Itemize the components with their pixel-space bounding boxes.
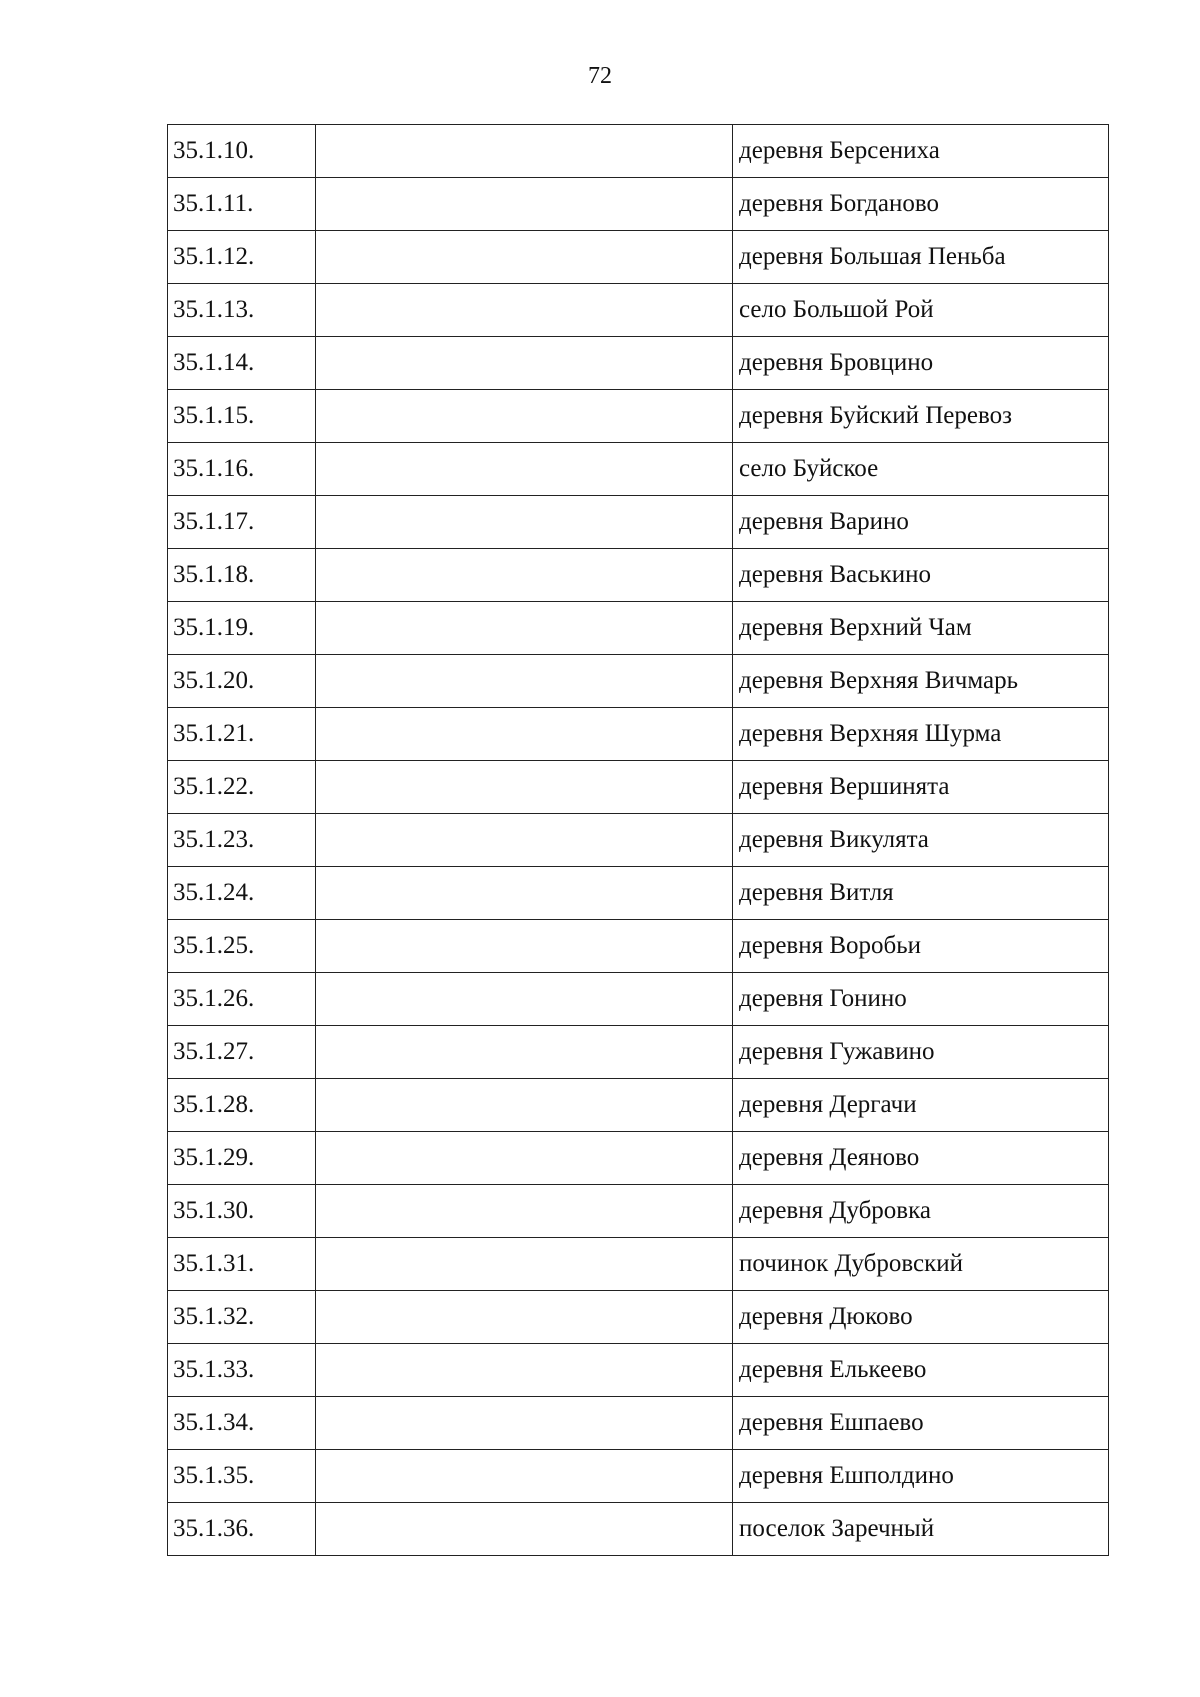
row-number-cell: 35.1.36. — [168, 1503, 316, 1556]
row-number-cell: 35.1.12. — [168, 231, 316, 284]
row-number-cell: 35.1.22. — [168, 761, 316, 814]
empty-cell — [316, 1397, 733, 1450]
table-row — [168, 549, 1109, 602]
row-number-cell: 35.1.33. — [168, 1344, 316, 1397]
table-body — [168, 125, 1109, 1556]
empty-cell — [316, 1291, 733, 1344]
settlement-name-cell: деревня Дергачи — [733, 1079, 1109, 1132]
empty-cell — [316, 496, 733, 549]
settlement-name-cell: деревня Васькино — [733, 549, 1109, 602]
settlement-name-cell: деревня Витля — [733, 867, 1109, 920]
row-number-cell: 35.1.25. — [168, 920, 316, 973]
settlement-name-cell: село Буйское — [733, 443, 1109, 496]
table-row — [168, 973, 1109, 1026]
settlement-name-cell: деревня Варино — [733, 496, 1109, 549]
table-row — [168, 1344, 1109, 1397]
empty-cell — [316, 1079, 733, 1132]
row-number-cell: 35.1.15. — [168, 390, 316, 443]
empty-cell — [316, 1450, 733, 1503]
table-row — [168, 284, 1109, 337]
settlement-name-cell: деревня Дюково — [733, 1291, 1109, 1344]
table-row — [168, 496, 1109, 549]
empty-cell — [316, 390, 733, 443]
row-number-cell: 35.1.30. — [168, 1185, 316, 1238]
row-number-cell: 35.1.18. — [168, 549, 316, 602]
row-number-cell: 35.1.27. — [168, 1026, 316, 1079]
table-row — [168, 1503, 1109, 1556]
empty-cell — [316, 443, 733, 496]
table-row — [168, 1132, 1109, 1185]
empty-cell — [316, 178, 733, 231]
page-number: 72 — [588, 63, 612, 89]
settlement-name-cell: деревня Верхняя Шурма — [733, 708, 1109, 761]
row-number-cell: 35.1.16. — [168, 443, 316, 496]
settlement-name-cell: деревня Деяново — [733, 1132, 1109, 1185]
table-row — [168, 1238, 1109, 1291]
row-number-cell: 35.1.20. — [168, 655, 316, 708]
table-row — [168, 231, 1109, 284]
empty-cell — [316, 1026, 733, 1079]
empty-cell — [316, 973, 733, 1026]
row-number-cell: 35.1.34. — [168, 1397, 316, 1450]
row-number-cell: 35.1.31. — [168, 1238, 316, 1291]
settlement-name-cell: деревня Вершинята — [733, 761, 1109, 814]
table-row — [168, 1026, 1109, 1079]
settlement-name-cell: деревня Берсениха — [733, 125, 1109, 178]
row-number-cell: 35.1.26. — [168, 973, 316, 1026]
settlement-name-cell: деревня Богданово — [733, 178, 1109, 231]
empty-cell — [316, 1132, 733, 1185]
empty-cell — [316, 125, 733, 178]
empty-cell — [316, 231, 733, 284]
table-row — [168, 1450, 1109, 1503]
empty-cell — [316, 602, 733, 655]
table-row — [168, 1079, 1109, 1132]
settlement-name-cell: деревня Ешпаево — [733, 1397, 1109, 1450]
empty-cell — [316, 761, 733, 814]
table-row — [168, 390, 1109, 443]
row-number-cell: 35.1.28. — [168, 1079, 316, 1132]
row-number-cell: 35.1.29. — [168, 1132, 316, 1185]
settlement-name-cell: поселок Заречный — [733, 1503, 1109, 1556]
settlement-name-cell: деревня Воробьи — [733, 920, 1109, 973]
table-row — [168, 920, 1109, 973]
empty-cell — [316, 549, 733, 602]
empty-cell — [316, 1185, 733, 1238]
table-row — [168, 178, 1109, 231]
settlement-name-cell: деревня Дубровка — [733, 1185, 1109, 1238]
row-number-cell: 35.1.11. — [168, 178, 316, 231]
table-row — [168, 708, 1109, 761]
table-row — [168, 814, 1109, 867]
row-number-cell: 35.1.17. — [168, 496, 316, 549]
settlement-name-cell: деревня Большая Пеньба — [733, 231, 1109, 284]
table-row — [168, 1291, 1109, 1344]
table-row — [168, 1397, 1109, 1450]
empty-cell — [316, 1344, 733, 1397]
row-number-cell: 35.1.21. — [168, 708, 316, 761]
empty-cell — [316, 284, 733, 337]
settlement-name-cell: деревня Буйский Перевоз — [733, 390, 1109, 443]
settlement-name-cell: деревня Гонино — [733, 973, 1109, 1026]
settlement-name-cell: село Большой Рой — [733, 284, 1109, 337]
settlement-name-cell: деревня Верхняя Вичмарь — [733, 655, 1109, 708]
settlement-name-cell: деревня Ешполдино — [733, 1450, 1109, 1503]
settlement-name-cell: деревня Гужавино — [733, 1026, 1109, 1079]
table-row — [168, 867, 1109, 920]
empty-cell — [316, 920, 733, 973]
table-row — [168, 443, 1109, 496]
row-number-cell: 35.1.23. — [168, 814, 316, 867]
settlement-name-cell: деревня Викулята — [733, 814, 1109, 867]
row-number-cell: 35.1.13. — [168, 284, 316, 337]
settlement-name-cell: починок Дубровский — [733, 1238, 1109, 1291]
row-number-cell: 35.1.24. — [168, 867, 316, 920]
empty-cell — [316, 814, 733, 867]
row-number-cell: 35.1.32. — [168, 1291, 316, 1344]
row-number-cell: 35.1.19. — [168, 602, 316, 655]
settlement-name-cell: деревня Елькеево — [733, 1344, 1109, 1397]
empty-cell — [316, 1503, 733, 1556]
settlement-name-cell: деревня Бровцино — [733, 337, 1109, 390]
empty-cell — [316, 708, 733, 761]
empty-cell — [316, 867, 733, 920]
table-row — [168, 761, 1109, 814]
empty-cell — [316, 337, 733, 390]
table-row — [168, 602, 1109, 655]
table-row — [168, 125, 1109, 178]
table-row — [168, 655, 1109, 708]
settlements-table — [167, 124, 1109, 1556]
row-number-cell: 35.1.10. — [168, 125, 316, 178]
table-row — [168, 337, 1109, 390]
row-number-cell: 35.1.14. — [168, 337, 316, 390]
row-number-cell: 35.1.35. — [168, 1450, 316, 1503]
settlement-name-cell: деревня Верхний Чам — [733, 602, 1109, 655]
table-row — [168, 1185, 1109, 1238]
empty-cell — [316, 655, 733, 708]
empty-cell — [316, 1238, 733, 1291]
